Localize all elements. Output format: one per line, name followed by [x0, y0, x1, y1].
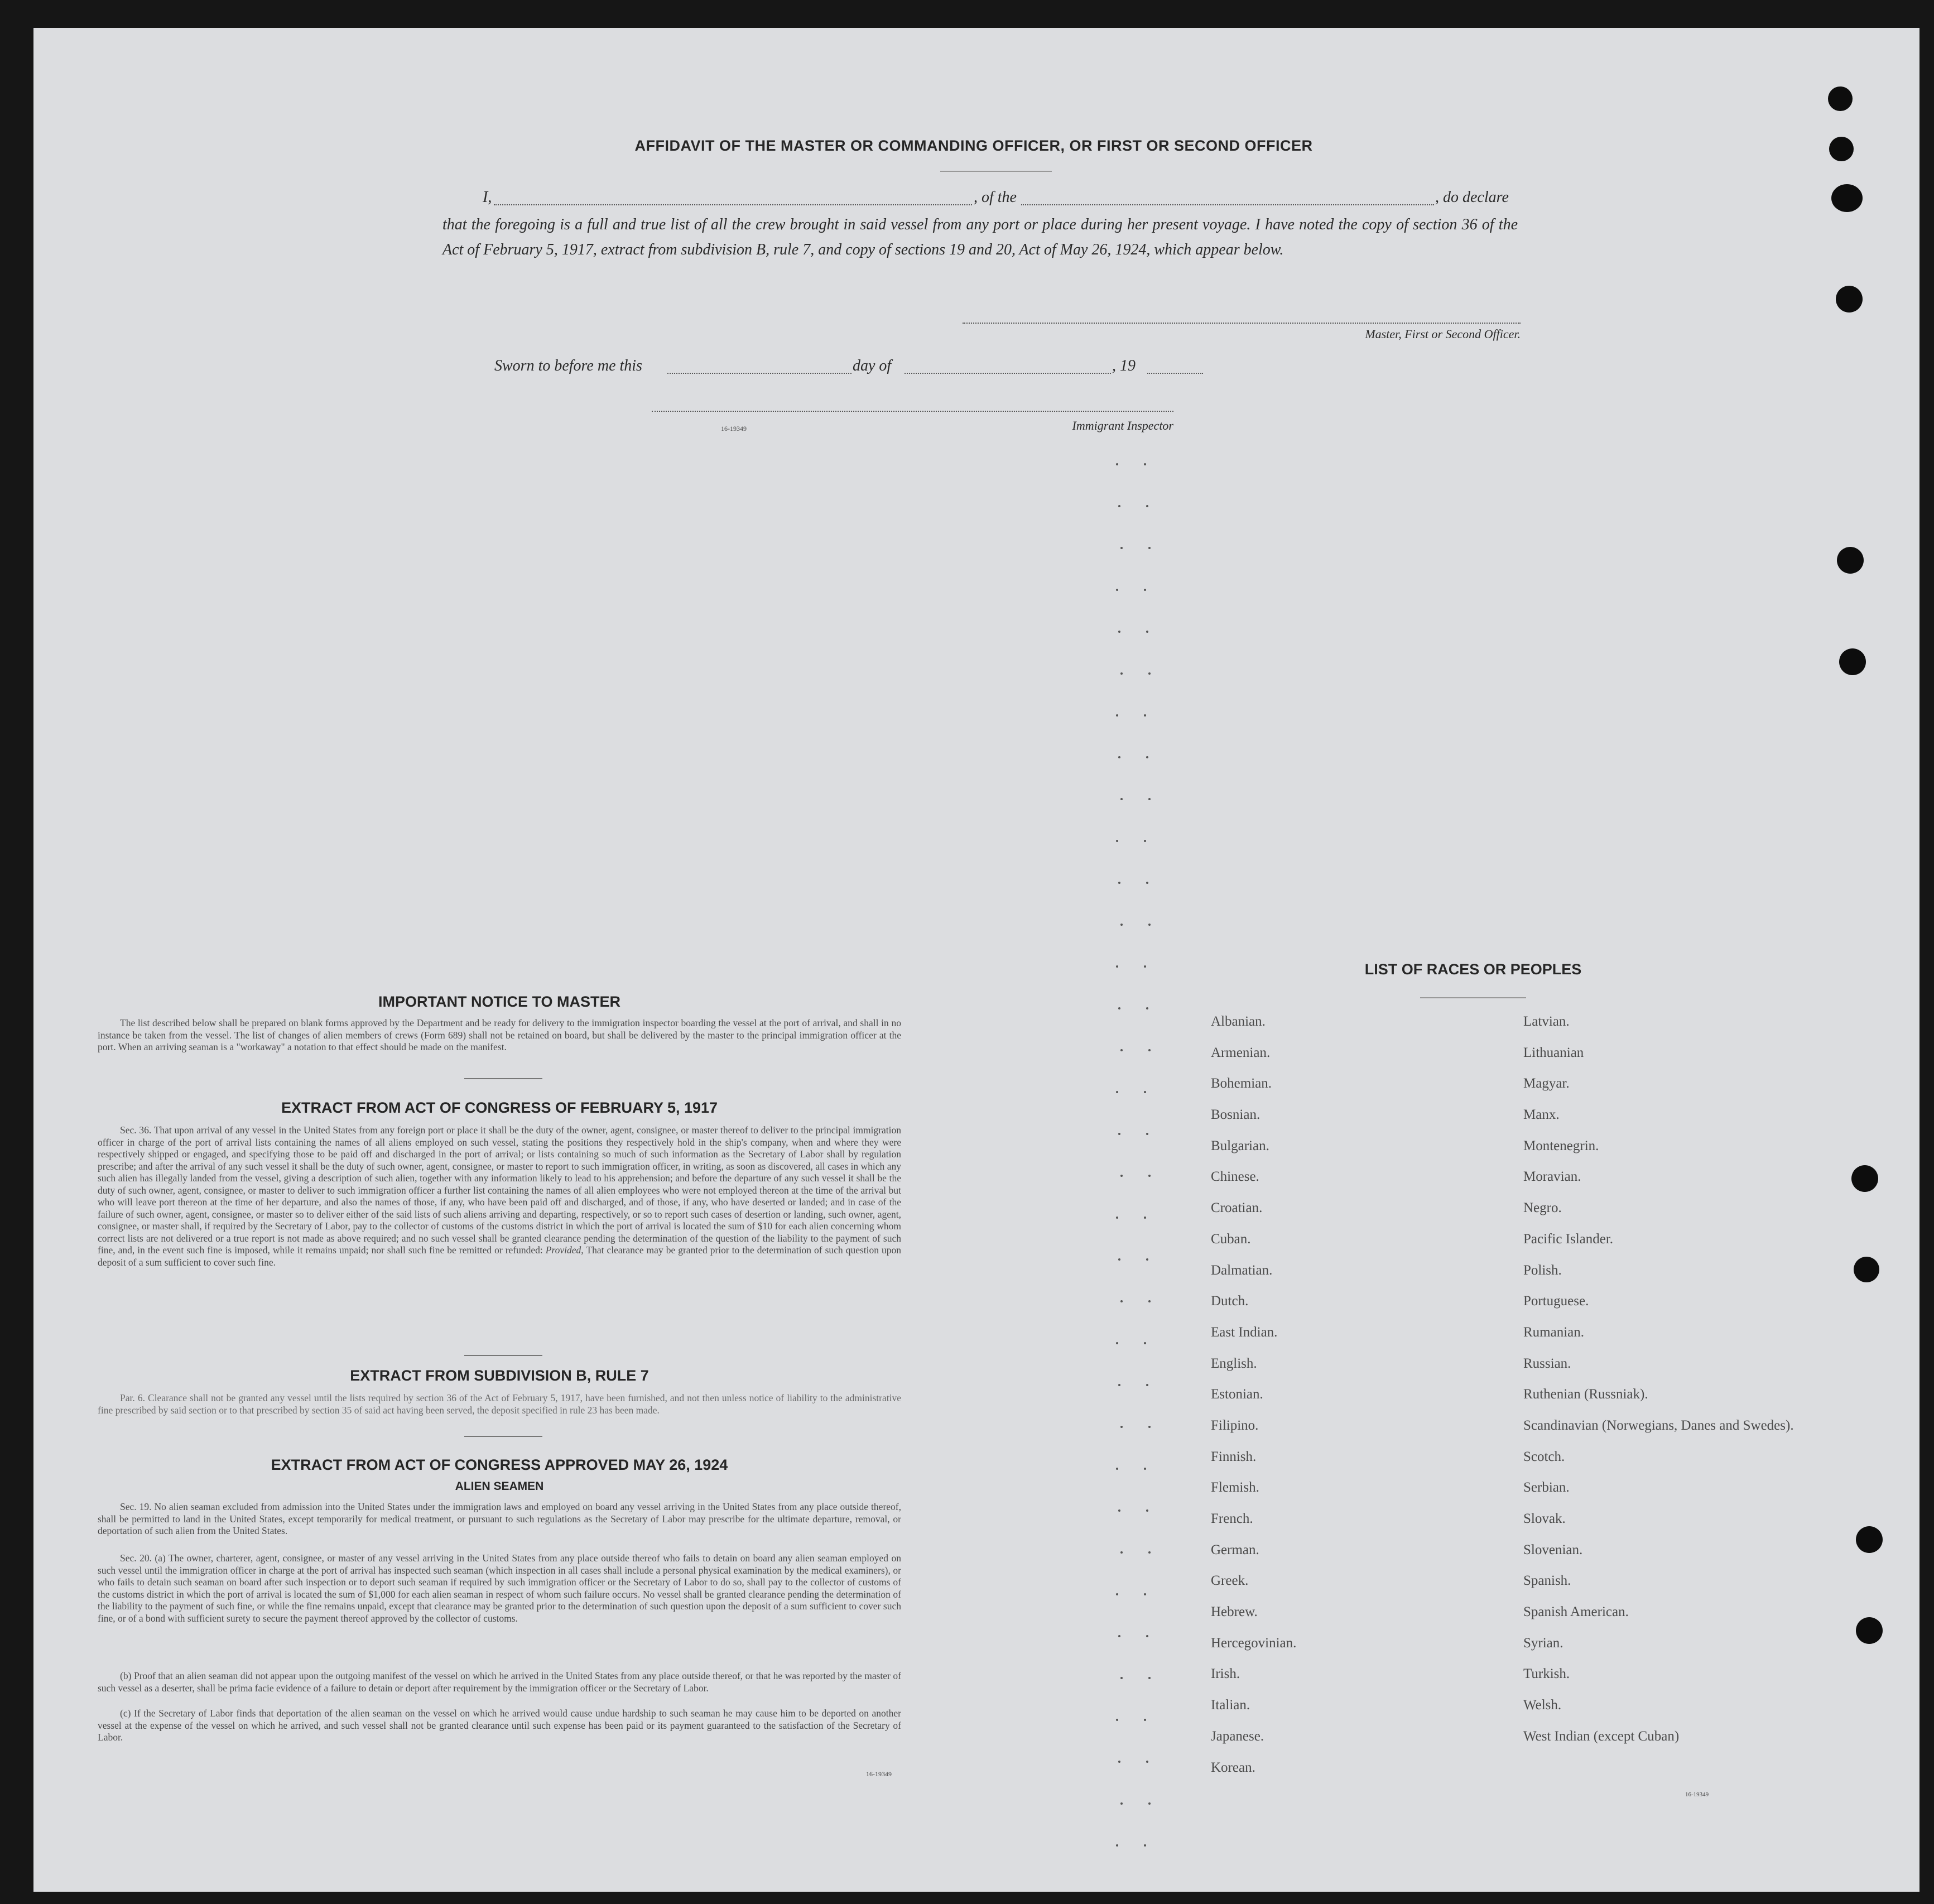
scan-speck	[1116, 714, 1118, 717]
notice-heading: IMPORTANT NOTICE TO MASTER	[378, 993, 620, 1010]
race-item: Turkish.	[1523, 1666, 1570, 1682]
scan-speck	[1118, 505, 1120, 507]
race-item: French.	[1211, 1511, 1253, 1526]
sec-20c-text: (c) If the Secretary of Labor finds that deportation of the alien seaman on the vessel on which he arrived would cause undue hardship to such seaman he may cause him to be deported on another vessel at the expense of the vessel on which he arrived, and such vessel shall not be granted clearance until such expense has been paid or its payment guaranteed to the satisfaction of the Secretary of Labor.	[98, 1708, 901, 1743]
day-of-label: day of	[853, 357, 892, 374]
race-item: Welsh.	[1523, 1698, 1562, 1713]
sec-20a-text: Sec. 20. (a) The owner, charterer, agent, consignee, or master of any vessel arriving in the United States from any place outside thereof who fails to detain on board any alien seaman employed on such vessel until the immigration officer in charge at the port of arrival has inspected such seaman (which inspection in all cases shall include a personal physical examination by the medical examiners), or who fails to detain such seaman on board after such inspection or to deport such seaman if required by such immigration officer or the Secretary of Labor to do so, shall pay to the collector of customs of the customs district in which the port of arrival is located the sum of $1,000 for each alien seaman in respect of whom such failure occurs. No vessel shall be granted clearance pending the determination of the liability to the payment of such fine, or while the fine remains unpaid, except that clearance may be granted prior to the determination of such question upon the deposit of a sum sufficient to cover such fine, or of a bond with sufficient surety to secure the payment thereof approved by the collector of customs.	[98, 1552, 901, 1624]
rule-7-divider	[464, 1436, 542, 1437]
scan-speck	[1120, 672, 1123, 675]
scan-speck	[1148, 1049, 1151, 1051]
scan-speck	[1148, 1175, 1151, 1177]
race-item: Korean.	[1211, 1759, 1255, 1775]
scan-speck	[1120, 1300, 1123, 1302]
vessel-name-blank[interactable]	[1021, 192, 1434, 205]
race-item: Manx.	[1523, 1107, 1560, 1123]
scan-speck	[1120, 547, 1123, 549]
scan-speck	[1146, 882, 1148, 884]
race-item: Croatian.	[1211, 1200, 1263, 1216]
scan-speck	[1116, 1217, 1118, 1219]
scan-speck	[1144, 1844, 1146, 1847]
scan-speck	[1116, 463, 1118, 465]
scan-speck	[1118, 1007, 1120, 1009]
races-left-column	[1211, 1014, 1490, 1791]
scan-speck	[1144, 1593, 1146, 1595]
scan-speck	[1148, 1300, 1151, 1302]
scan-speck	[1148, 1551, 1151, 1554]
races-divider	[1420, 997, 1526, 998]
scan-speck	[1120, 1426, 1123, 1428]
scan-speck	[1146, 756, 1148, 758]
race-item: Armenian.	[1211, 1045, 1271, 1060]
extract-1917-text	[98, 1124, 901, 1268]
scan-speck	[1116, 965, 1118, 968]
race-item: Spanish.	[1523, 1573, 1571, 1589]
scan-speck	[1118, 1258, 1120, 1261]
race-item: Russian.	[1523, 1355, 1571, 1371]
scan-speck	[1120, 1551, 1123, 1554]
scan-speck	[1144, 589, 1146, 591]
race-item: East Indian.	[1211, 1324, 1278, 1340]
race-item: Lithuanian	[1523, 1045, 1584, 1060]
scan-speck	[1118, 756, 1120, 758]
race-item: Polish.	[1523, 1262, 1562, 1278]
scan-speck	[1118, 1761, 1120, 1763]
scan-speck	[1144, 1719, 1146, 1721]
sec-20b-text: (b) Proof that an alien seaman did not appear upon the outgoing manifest of the vessel on which he arrived in the United States from any place outside thereof, or that he was reported by the master of such vessel as a deserter, shall be prima facie evidence of a failure to detain or deport after requirement by the immigration officer or the Secretary of Labor.	[98, 1670, 901, 1694]
scan-speck	[1146, 1384, 1148, 1386]
scan-speck	[1120, 1677, 1123, 1679]
scan-speck	[1118, 1384, 1120, 1386]
scan-speck	[1120, 1049, 1123, 1051]
race-item: Finnish.	[1211, 1449, 1257, 1464]
scan-speck	[1118, 1509, 1120, 1512]
heading-divider	[940, 171, 1052, 172]
race-item: Dutch.	[1211, 1294, 1249, 1309]
scan-speck	[1144, 463, 1146, 465]
race-item: Slovak.	[1523, 1511, 1566, 1526]
scan-speck	[1116, 840, 1118, 842]
race-item: Latvian.	[1523, 1014, 1570, 1029]
race-item: Flemish.	[1211, 1480, 1259, 1496]
binder-hole	[1828, 86, 1853, 111]
race-item: Irish.	[1211, 1666, 1240, 1682]
extract-form-number: 16-19349	[866, 1770, 892, 1778]
proviso-word: Provided,	[545, 1244, 584, 1256]
scan-speck	[1144, 965, 1146, 968]
race-item: Hebrew.	[1211, 1604, 1258, 1620]
race-item: West Indian (except Cuban)	[1523, 1728, 1680, 1744]
extract-1917-divider	[464, 1355, 542, 1356]
race-item: Italian.	[1211, 1698, 1250, 1713]
race-item: Montenegrin.	[1523, 1138, 1599, 1153]
notice-divider	[464, 1078, 542, 1079]
race-item: Scotch.	[1523, 1449, 1565, 1464]
scan-speck	[1146, 1761, 1148, 1763]
inspector-label: Immigrant Inspector	[1072, 419, 1173, 432]
sworn-year-blank[interactable]	[1147, 360, 1203, 374]
extract-1924-heading: EXTRACT FROM ACT OF CONGRESS APPROVED MAY 26, 1924	[271, 1456, 728, 1473]
race-item: Negro.	[1523, 1200, 1562, 1216]
scan-speck	[1146, 1007, 1148, 1009]
scan-speck	[1144, 1468, 1146, 1470]
binder-hole	[1854, 1257, 1879, 1282]
race-item: Portuguese.	[1523, 1294, 1589, 1309]
sec-19-text: Sec. 19. No alien seaman excluded from admission into the United States under the immigration laws and employed on board any vessel arriving in the United States from any place outside thereof, shall be permitted to land in the United States, except temporarily for medical treatment, or pursuant to such regulations as the Secretary of Labor may prescribe for the ultimate departure, removal, or deportation of such alien from the United States.	[98, 1501, 901, 1536]
binder-hole	[1856, 1617, 1883, 1644]
scan-speck	[1116, 1091, 1118, 1093]
scan-speck	[1118, 882, 1120, 884]
race-item: Greek.	[1211, 1573, 1249, 1589]
sworn-month-blank[interactable]	[905, 360, 1111, 374]
scan-speck	[1144, 1342, 1146, 1344]
binder-hole	[1836, 286, 1863, 312]
races-form-number: 16-19349	[1685, 1791, 1709, 1798]
race-item: Bohemian.	[1211, 1076, 1272, 1092]
of-the-label: , of the	[974, 189, 1017, 206]
officer-signature-label: Master, First or Second Officer.	[1365, 327, 1521, 341]
race-item: Estonian.	[1211, 1387, 1263, 1402]
affidavit-form-number: 16-19349	[721, 425, 747, 432]
race-item: Scandinavian (Norwegians, Danes and Swedes).	[1523, 1417, 1794, 1433]
binder-hole	[1837, 547, 1864, 574]
scan-speck	[1120, 1175, 1123, 1177]
scan-speck	[1144, 1217, 1146, 1219]
scan-speck	[1146, 631, 1148, 633]
scan-speck	[1120, 1802, 1123, 1805]
document-sheet	[33, 28, 1919, 1892]
scan-speck	[1116, 1342, 1118, 1344]
race-item: Spanish American.	[1523, 1604, 1629, 1620]
races-heading: LIST OF RACES OR PEOPLES	[1364, 961, 1582, 978]
race-item: Rumanian.	[1523, 1324, 1585, 1340]
race-item: Dalmatian.	[1211, 1262, 1273, 1278]
alien-seamen-subheading: ALIEN SEAMEN	[455, 1480, 544, 1493]
scan-speck	[1148, 672, 1151, 675]
scan-speck	[1144, 840, 1146, 842]
affidavit-heading: AFFIDAVIT OF THE MASTER OR COMMANDING OFFICER, OR FIRST OR SECOND OFFICER	[634, 137, 1313, 154]
proviso-text: That clearance may be granted prior to the determination of such question upon deposit of a sum sufficient to cover such fine.	[98, 1244, 902, 1268]
race-item: Magyar.	[1523, 1076, 1570, 1092]
scan-speck	[1146, 505, 1148, 507]
binder-hole	[1831, 184, 1863, 212]
race-item: Japanese.	[1211, 1728, 1264, 1744]
race-item: Syrian.	[1523, 1635, 1563, 1651]
binder-hole	[1829, 137, 1854, 161]
race-item: Cuban.	[1211, 1231, 1251, 1247]
scan-speck	[1116, 1593, 1118, 1595]
year-label: , 19	[1112, 357, 1136, 374]
race-item: Filipino.	[1211, 1417, 1259, 1433]
scan-speck	[1148, 1426, 1151, 1428]
race-item: German.	[1211, 1542, 1259, 1557]
sec-36-text: Sec. 36. That upon arrival of any vessel in the United States from any foreign port or place it shall be the duty of the owner, agent, consignee, or master thereof to deliver to the principal immigration officer in charge of the port of arrival lists containing the names of all aliens employed on such vessel, stating the positions they respectively hold in the ship's company, when and where they were respectively shipped or engaged, and specifying those to be paid off and discharged in the port of arrival; or lists containing so much of such information as the Secretary of Labor shall by regulation prescribe; and after the arrival of any such vessel it shall be the duty of such owner, agent, consignee, or master to report to such immigration officer, in writing, as soon as discovered, all cases in which any such alien has illegally landed from the vessel, giving a description of such alien, together with any information likely to lead to his apprehension; and before the departure of any such vessel it shall be the duty of such owner, agent, consignee, or master to deliver to such immigration officer a further list containing the names of all alien employees who were not employed thereon at the time of the arrival but who will leave port thereon at the time of her departure, and also the names of those, if any, who have been paid off and discharged, and of those, if any, who have deserted or landed; and in case of the failure of such owner, agent, consignee, or master so to deliver either of the said lists of such aliens arriving and departing, respectively, or so to report such cases of desertion or landing, such owner, agent, consignee, or master shall, if required by the Secretary of Labor, pay to the collector of customs of the customs district in which the port of arrival is located the sum of $10 for each alien concerning whom correct lists are not delivered or a true report is not made as above required; and no such vessel shall be granted clearance pending the determination of the question of the liability to the payment of such fine, and, in the event such fine is imposed, while it remains unpaid; nor shall such fine be remitted or refunded:	[98, 1124, 901, 1256]
extract-1917-heading: EXTRACT FROM ACT OF CONGRESS OF FEBRUARY 5, 1917	[281, 1099, 718, 1116]
scan-speck	[1146, 1635, 1148, 1637]
race-item: Slovenian.	[1523, 1542, 1583, 1557]
race-item: Pacific Islander.	[1523, 1231, 1614, 1247]
rule-7-text: Par. 6. Clearance shall not be granted any vessel until the lists required by section 36 of the Act of February 5, 1917, have been furnished, and not then unless notice of liability to the administrative fine prescribed by said section or to that prescribed by section 35 of said act having been served, the deposit specified in rule 23 has been made.	[98, 1392, 901, 1416]
race-item: Ruthenian (Russniak).	[1523, 1387, 1648, 1402]
sworn-day-blank[interactable]	[667, 360, 851, 374]
binder-hole	[1851, 1165, 1878, 1192]
binder-hole	[1856, 1526, 1883, 1553]
scan-speck	[1116, 589, 1118, 591]
scan-speck	[1148, 547, 1151, 549]
scan-speck	[1146, 1133, 1148, 1135]
sworn-label: Sworn to before me this	[494, 357, 642, 374]
binder-hole	[1839, 648, 1866, 675]
race-item: Albanian.	[1211, 1014, 1266, 1029]
officer-signature-blank[interactable]	[963, 319, 1521, 324]
scan-speck	[1146, 1509, 1148, 1512]
master-name-blank[interactable]	[494, 192, 972, 205]
race-item: Bosnian.	[1211, 1107, 1261, 1123]
scan-speck	[1120, 798, 1123, 800]
race-item: Serbian.	[1523, 1480, 1570, 1496]
scan-speck	[1148, 1802, 1151, 1805]
scan-speck	[1146, 1258, 1148, 1261]
rule-7-heading: EXTRACT FROM SUBDIVISION B, RULE 7	[350, 1367, 649, 1384]
scan-speck	[1118, 1635, 1120, 1637]
scan-speck	[1118, 631, 1120, 633]
affidavit-declaration-line	[483, 189, 1521, 209]
races-right-column	[1523, 1014, 1836, 1760]
inspector-signature-blank[interactable]	[652, 407, 1173, 412]
race-item: Chinese.	[1211, 1169, 1259, 1185]
scan-speck	[1148, 1677, 1151, 1679]
affidavit-body: that the foregoing is a full and true list of all the crew brought in said vessel from any port or place during her present voyage. I have noted the copy of section 36 of the Act of February 5, 1917, extract from subdivision B, rule 7, and copy of sections 19 and 20, Act of May 26, 1924, which appear below.	[442, 216, 1518, 258]
affidavit-i-label: I,	[483, 189, 492, 206]
scan-speck	[1116, 1719, 1118, 1721]
scan-speck	[1118, 1133, 1120, 1135]
race-item: Hercegovinian.	[1211, 1635, 1297, 1651]
scan-speck	[1120, 924, 1123, 926]
scan-speck	[1144, 714, 1146, 717]
race-item: Moravian.	[1523, 1169, 1581, 1185]
race-item: English.	[1211, 1355, 1257, 1371]
sworn-line	[494, 357, 1220, 379]
scan-speck	[1144, 1091, 1146, 1093]
race-item: Bulgarian.	[1211, 1138, 1269, 1153]
do-declare-label: , do declare	[1435, 189, 1509, 206]
scan-speck	[1116, 1468, 1118, 1470]
scan-speck	[1148, 924, 1151, 926]
scan-speck	[1116, 1844, 1118, 1847]
scan-speck	[1148, 798, 1151, 800]
notice-text: The list described below shall be prepared on blank forms approved by the Department and be ready for delivery to the immigration inspector boarding the vessel at the port of arrival, and shall in no instance be taken from the vessel. The list of changes of alien members of crews (Form 689) shall not be retained on board, but shall be delivered by the master to the principal immigration officer at the port. When an arriving seaman is a "workaway" a notation to that effect should be made on the manifest.	[98, 1017, 901, 1052]
